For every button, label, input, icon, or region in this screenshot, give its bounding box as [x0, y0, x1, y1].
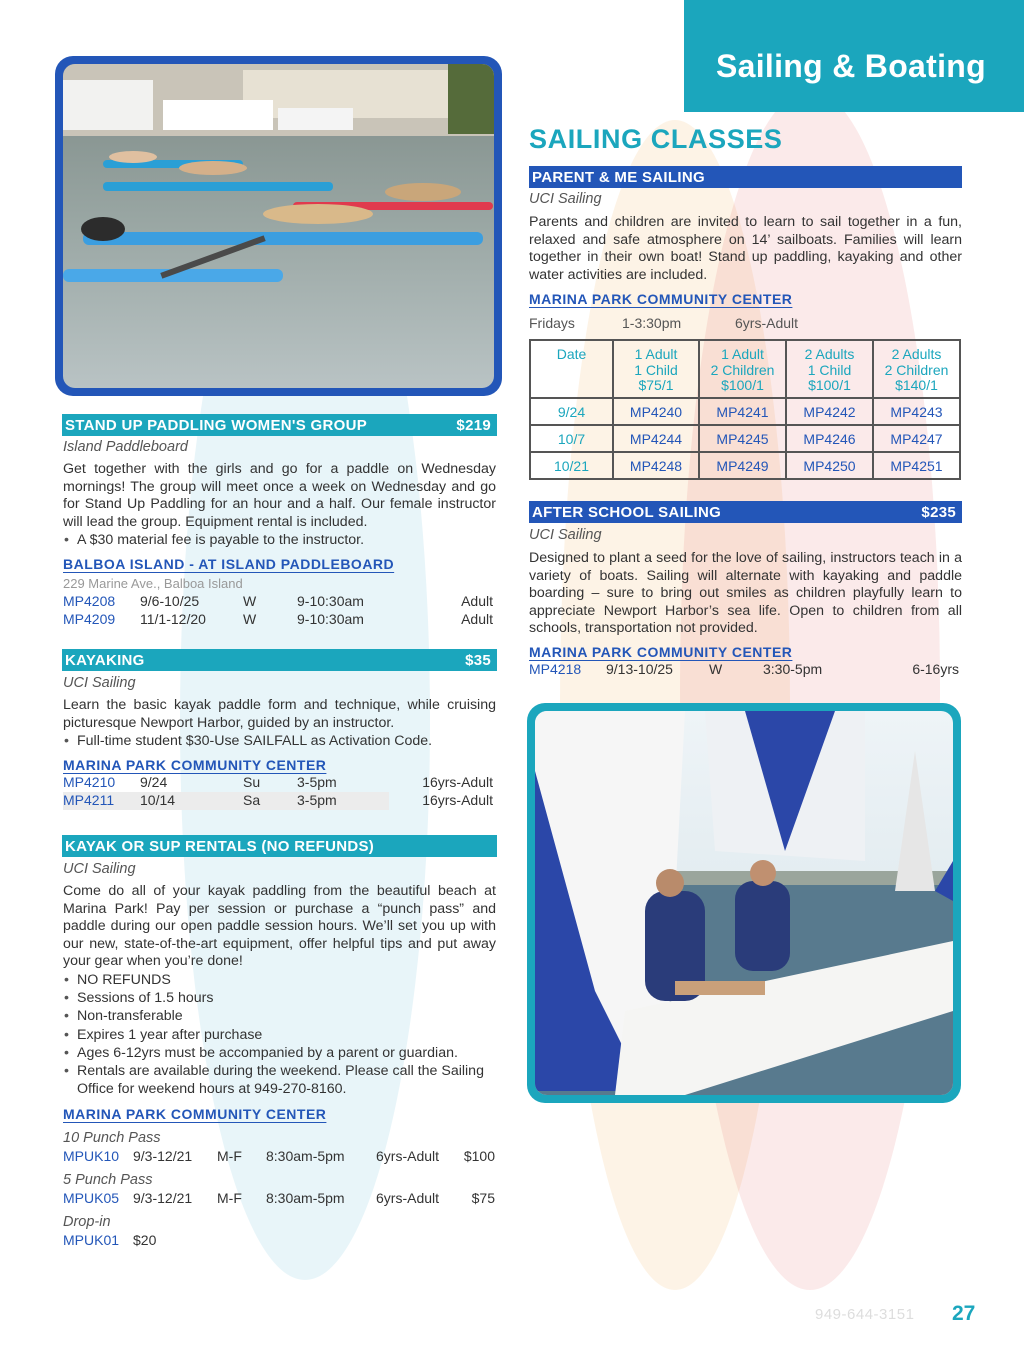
rentals-title: KAYAK OR SUP RENTALS (NO REFUNDS): [65, 837, 375, 855]
session-time: 9-10:30am: [297, 593, 364, 609]
pass-price: $75: [471, 1190, 495, 1206]
course-code: MP4247: [873, 425, 960, 452]
after-school-sailing-price: $235: [921, 503, 956, 521]
session-ages: 16yrs-Adult: [422, 774, 493, 790]
schedule-ages: 6yrs-Adult: [735, 315, 799, 331]
kayaking-header: [62, 649, 497, 671]
drop-in-name: Drop-in: [63, 1214, 111, 1230]
kayaking-provider: UCI Sailing: [63, 675, 136, 691]
kayaking-notes: [63, 732, 496, 750]
session-time: 3-5pm: [297, 774, 337, 790]
paddleboard-photo: [63, 64, 494, 388]
after-school-sailing-title: AFTER SCHOOL SAILING: [532, 503, 722, 521]
page-section-title: Sailing & Boating: [716, 48, 986, 84]
table-row: [63, 792, 389, 810]
parent-me-sailing-table: [529, 339, 961, 480]
session-dates: 9/13-10/25: [606, 661, 673, 677]
session-time: 3:30-5pm: [763, 661, 823, 677]
pass-ages: 6yrs-Adult: [376, 1190, 440, 1206]
table-row: [63, 1232, 496, 1250]
session-ages: 6-16yrs: [912, 661, 959, 677]
parent-me-sailing-provider: UCI Sailing: [529, 191, 602, 207]
after-school-sailing-location[interactable]: MARINA PARK COMMUNITY CENTER: [529, 644, 793, 660]
table-row: [529, 661, 962, 679]
pass-time: 8:30am-5pm: [266, 1190, 345, 1206]
list-item: • Full-time student $30-Use SAILFALL as Activation Code.: [63, 732, 496, 750]
after-school-sailing-header: [529, 501, 962, 523]
punch-pass-10-name: 10 Punch Pass: [63, 1130, 161, 1146]
session-ages: Adult: [461, 593, 493, 609]
date-column-header: Date: [530, 340, 613, 398]
sailboat-illustration: [535, 711, 953, 1095]
course-code: MP4248: [613, 452, 699, 479]
parent-me-sailing-description: Parents and children are invited to learn to sail together in a fun, relaxed and safe atmosphere on 14’ sailboats. Families will learn together in their own boat! Stand up paddling, kayaking and other water activities are included.: [529, 214, 962, 283]
course-code: MP4240: [613, 398, 699, 425]
course-code: MP4210: [63, 774, 116, 790]
course-code: MP4211: [63, 792, 115, 808]
list-item: • A $30 material fee is payable to the instructor.: [63, 531, 496, 549]
course-code: MP4218: [529, 661, 582, 677]
section-header-tab: [684, 0, 1024, 112]
table-row: [63, 774, 496, 792]
after-school-sailing-description: Designed to plant a seed for the love of sailing, instructors teach in a variety of boats. Sailing will alternate with kayaking and paddle boarding – sure to bring out smiles as children playfully learn to appreciate Newport Harbor’s sea life. Open to children from all schools, transportation not provided.: [529, 550, 962, 637]
table-row: [63, 593, 496, 611]
class-date: 9/24: [530, 398, 613, 425]
course-code: MP4250: [786, 452, 873, 479]
rentals-notes: [63, 971, 496, 1098]
table-row: [530, 452, 960, 479]
list-item: • Sessions of 1.5 hours: [63, 989, 496, 1007]
list-item: • Non-transferable: [63, 1007, 496, 1025]
pass-time: 8:30am-5pm: [266, 1148, 345, 1164]
course-code: MP4251: [873, 452, 960, 479]
course-code: MP4208: [63, 593, 116, 609]
pass-price: $100: [463, 1148, 495, 1164]
rentals-description: Come do all of your kayak paddling from the beautiful beach at Marina Park! Pay per session or purchase a “punch pass” and paddle during our open paddle session hours. We’ll set you up with our new, state-of-the-art equipment, offer helpful tips and put away your gear when you’re done!: [63, 883, 496, 970]
table-row: [530, 398, 960, 425]
session-day: Su: [243, 774, 261, 790]
session-day: W: [243, 593, 257, 609]
after-school-sailing-provider: UCI Sailing: [529, 527, 602, 543]
session-ages: Adult: [461, 611, 493, 627]
rentals-header: [62, 835, 497, 857]
class-date: 10/7: [530, 425, 613, 452]
schedule-time: 1-3:30pm: [622, 315, 682, 331]
list-item: • Expires 1 year after purchase: [63, 1026, 496, 1044]
table-row: [530, 425, 960, 452]
sup-womens-group-notes: [63, 531, 496, 549]
paddleboard-photo-frame: [55, 56, 502, 396]
punch-pass-5-name: 5 Punch Pass: [63, 1172, 153, 1188]
course-code: MP4241: [699, 398, 786, 425]
course-code: MP4246: [786, 425, 873, 452]
sup-womens-group-address: 229 Marine Ave., Balboa Island: [63, 576, 243, 591]
pass-dates: 9/3-12/21: [133, 1190, 193, 1206]
class-date: 10/21: [530, 452, 613, 479]
pass-ages: 6yrs-Adult: [376, 1148, 440, 1164]
kayaking-description: Learn the basic kayak paddle form and technique, while cruising picturesque Newport Harbor, guided by an instructor.: [63, 697, 496, 731]
session-time: 9-10:30am: [297, 611, 364, 627]
sailing-photo-frame: [527, 703, 961, 1103]
table-column-header: 1 Adult 1 Child $75/1: [613, 340, 699, 398]
pass-dates: 9/3-12/21: [133, 1148, 193, 1164]
kayaking-price: $35: [465, 651, 491, 669]
kayaking-location[interactable]: MARINA PARK COMMUNITY CENTER: [63, 757, 327, 773]
parent-me-sailing-schedule: [529, 315, 962, 333]
session-dates: 9/6-10/25: [140, 593, 200, 609]
footer-phone: 949-644-3151: [815, 1306, 915, 1323]
rentals-provider: UCI Sailing: [63, 861, 136, 877]
sup-womens-group-price: $219: [456, 416, 491, 434]
table-row: [63, 1190, 496, 1208]
course-code: MPUK05: [63, 1190, 120, 1206]
schedule-day: Fridays: [529, 315, 575, 331]
course-code: MP4243: [873, 398, 960, 425]
drop-in-price: $20: [133, 1232, 157, 1248]
course-code: MP4249: [699, 452, 786, 479]
course-code: MP4242: [786, 398, 873, 425]
page-number: 27: [952, 1302, 976, 1325]
sailing-classes-title: SAILING CLASSES: [529, 124, 783, 154]
session-day: W: [709, 661, 723, 677]
parent-me-sailing-header: [529, 166, 962, 188]
session-time: 3-5pm: [297, 792, 337, 808]
sup-womens-group-header: [62, 414, 497, 436]
pass-days: M-F: [217, 1148, 242, 1164]
session-ages-row: [389, 792, 496, 810]
sailing-photo: [535, 711, 953, 1095]
table-row: [63, 1148, 496, 1166]
rentals-location[interactable]: MARINA PARK COMMUNITY CENTER: [63, 1106, 327, 1122]
course-code: MPUK10: [63, 1148, 120, 1164]
kayaking-title: KAYAKING: [65, 651, 145, 669]
parent-me-sailing-location[interactable]: MARINA PARK COMMUNITY CENTER: [529, 291, 793, 307]
list-item: • NO REFUNDS: [63, 971, 496, 989]
list-item: • Rentals are available during the weekend. Please call the Sailing Office for weekend hours at 949-270-8160.: [63, 1062, 496, 1098]
table-header-row: [530, 340, 960, 398]
session-ages: 16yrs-Adult: [422, 792, 493, 808]
pass-days: M-F: [217, 1190, 242, 1206]
course-code: MP4209: [63, 611, 116, 627]
session-day: Sa: [243, 792, 261, 808]
table-column-header: 2 Adults 2 Children $140/1: [873, 340, 960, 398]
table-column-header: 1 Adult 2 Children $100/1: [699, 340, 786, 398]
session-dates: 9/24: [140, 774, 168, 790]
table-row: [63, 611, 496, 629]
paddleboarders-illustration: [63, 64, 494, 388]
course-code: MPUK01: [63, 1232, 120, 1248]
sup-womens-group-title: STAND UP PADDLING WOMEN'S GROUP: [65, 416, 368, 434]
sup-womens-group-provider: Island Paddleboard: [63, 439, 188, 455]
sup-womens-group-location[interactable]: BALBOA ISLAND - AT ISLAND PADDLEBOARD: [63, 556, 395, 572]
parent-me-sailing-title: PARENT & ME SAILING: [532, 168, 705, 186]
course-code: MP4245: [699, 425, 786, 452]
session-dates: 11/1-12/20: [140, 611, 206, 627]
course-code: MP4244: [613, 425, 699, 452]
session-dates: 10/14: [140, 792, 176, 808]
session-day: W: [243, 611, 257, 627]
sup-womens-group-description: Get together with the girls and go for a paddle on Wednesday mornings! The group will meet once a week on Wednesday and go for Stand Up Paddling for an hour and a half. Our female instructor will lead the group. Equipment rental is included.: [63, 461, 496, 530]
list-item: • Ages 6-12yrs must be accompanied by a parent or guardian.: [63, 1044, 496, 1062]
table-column-header: 2 Adults 1 Child $100/1: [786, 340, 873, 398]
